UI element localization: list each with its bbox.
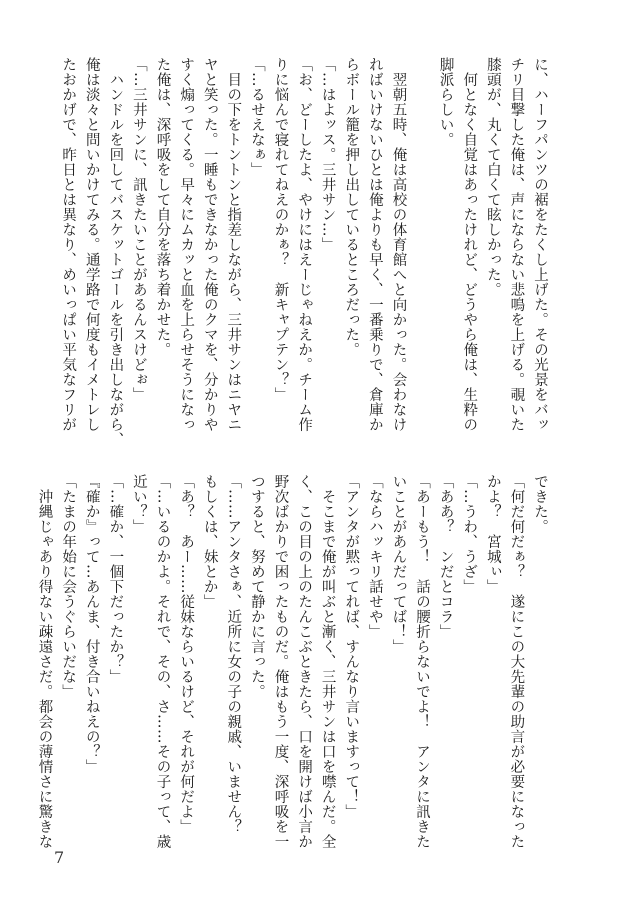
- text-column: 「あーもう！ 話の腰折らないでよ！ アンタに訊きた: [414, 474, 431, 849]
- text-column: 近い？」: [130, 474, 147, 534]
- text-column: りに悩んで寝れてねえのかぁ？ 新キャプテン？」: [272, 57, 289, 402]
- text-column: 『確か』って…あんま、付き合いねえの？」: [83, 474, 100, 774]
- text-column: らボール籠を押し出しているところだった。: [343, 57, 360, 357]
- text-column: 「アンタが黙ってれば、すんなり言いますって！」: [343, 474, 360, 819]
- text-column: ればいけないひとは俺よりも早く、一番乗りで、倉庫か: [366, 57, 383, 432]
- text-column: く、この目の上のたんこぶときたら、口を開けば小言か: [296, 474, 313, 849]
- text-column: 俺は淡々と問いかけてみる。通学路で何度もイメトレし: [83, 57, 100, 432]
- text-column: できた。: [532, 474, 548, 534]
- text-column: 野次ばかりで困ったものだ。俺はもう一度、深呼吸を一: [272, 474, 289, 849]
- text-column: かよ？ 宮城ぃ」: [484, 474, 501, 594]
- text-column: 目の下をトントンと指差しながら、三井サンはニヤニ: [225, 57, 242, 432]
- text-column: 「何だ何だぁ？ 遂にこの大先輩の助言が必要になった: [508, 474, 525, 849]
- text-column: 「お、どーしたよ、やけにはえーじゃねえか。チーム作: [296, 57, 313, 432]
- text-column: ハンドルを回してバスケットゴールを引き出しながら、: [107, 57, 124, 447]
- text-column: 何となく自覚はあったけれど、どうやら俺は、生粋の: [461, 57, 478, 432]
- text-column: 「…いるのかよ。それで、その、さ……その子って、歳: [154, 474, 171, 849]
- text-column: いことがあんだってば！」: [390, 474, 407, 654]
- text-column: 「…確か、一個下だったか？」: [107, 474, 124, 684]
- text-column: 沖縄じゃあり得ない疎遠さだ。都会の薄情さに驚きな: [36, 474, 53, 849]
- text-column: たおかげで、昨日とは異なり、めいっぱい平気なフリが: [60, 57, 77, 432]
- text-column: 「あ？ あー……従妹ならいるけど、それが何だよ」: [178, 474, 195, 834]
- text-column: [409, 57, 433, 447]
- text-column: 脚派らしい。: [437, 57, 454, 147]
- text-column: 「ならハッキリ話せや」: [366, 474, 383, 639]
- text-column: 「ああ？ ンだとコラ」: [437, 474, 454, 639]
- text-column: もしくは、妹とか」: [201, 474, 218, 609]
- text-column: ヤと笑った。一睡もできなかった俺のクマを、分かりや: [201, 57, 218, 432]
- text-column: すく煽ってくる。早々にムカッと血を上らせそうになっ: [178, 57, 195, 432]
- text-column: 「…うわ、うざ」: [461, 474, 478, 594]
- text-column: 翌朝五時、俺は高校の体育館へと向かった。会わなけ: [390, 57, 407, 432]
- text-column: 「…三井サンに、訊きたいことがあるんスけどぉ」: [130, 57, 147, 402]
- text-column: チリ目撃した俺は、声にならない悲鳴を上げる。覗いた: [508, 57, 525, 432]
- text-column: 「…るせえなぁ」: [248, 57, 265, 177]
- text-column: 「……アンタさぁ、近所に女の子の親戚、いません？: [225, 474, 242, 834]
- upper-text-block: [60, 57, 551, 447]
- text-column: 「たまの年始に会うぐらいだな」: [60, 474, 77, 699]
- text-column: に、ハーフパンツの裾をたくし上げた。その光景をバッ: [532, 57, 548, 432]
- text-column: そこまで俺が叫ぶと漸く、三井サンは口を噤んだ。全: [319, 474, 336, 849]
- page-number: 7: [54, 848, 65, 867]
- text-column: つすると、努めて静かに言った。: [248, 474, 265, 699]
- text-column: 膝頭が、丸くて白くて眩しかった。: [484, 57, 501, 297]
- text-column: た俺は、深呼吸をして自分を落ち着かせた。: [154, 57, 171, 357]
- lower-text-block: [36, 474, 551, 864]
- text-column: 「…はよッス。三井サン…」: [319, 57, 336, 252]
